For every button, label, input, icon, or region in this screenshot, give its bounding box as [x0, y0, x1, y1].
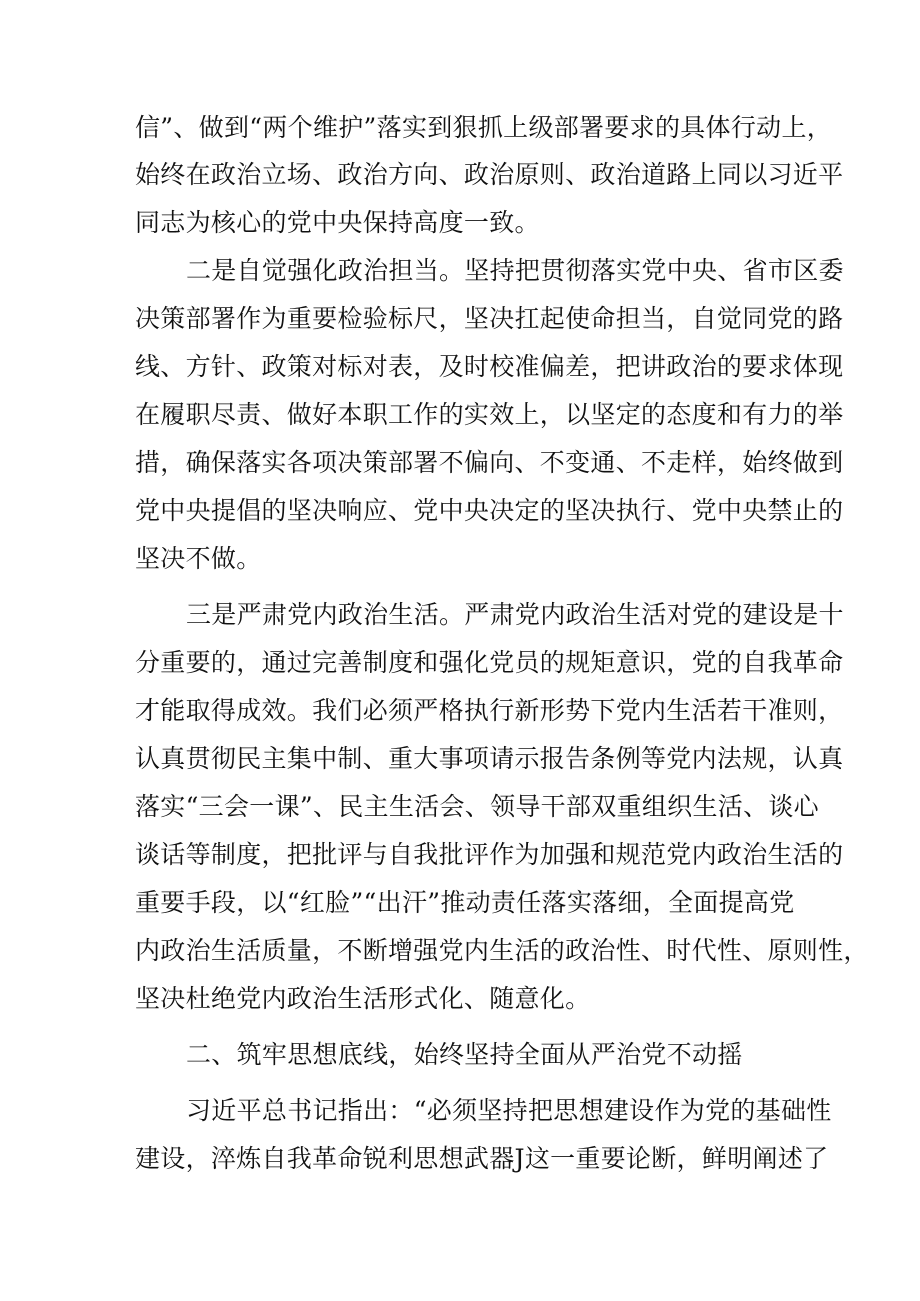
- paragraph-first-line: 三是严肃党内政治生活。严肃党内政治生活对党的建设是十: [186, 600, 844, 629]
- text-line: 决策部署作为重要检验标尺，坚决扛起使命担当，自觉同党的路: [135, 304, 844, 333]
- section-heading: 二、筑牢思想底线，始终坚持全面从严治党不动摇: [186, 1040, 743, 1069]
- text-line: 始终在政治立场、政治方向、政治原则、政治道路上同以习近平: [135, 160, 844, 189]
- text-line: 措，确保落实各项决策部署不偏向、不变通、不走样，始终做到: [135, 448, 844, 477]
- text-line: 内政治生活质量，不断增强党内生活的政治性、时代性、原则性，: [135, 936, 869, 965]
- text-line: 坚决不做。: [135, 544, 262, 573]
- paragraph-first-line: 二是自觉强化政治担当。坚持把贯彻落实党中央、省市区委: [186, 256, 844, 285]
- text-line: 线、方针、政策对标对表，及时校准偏差，把讲政治的要求体现: [135, 352, 844, 381]
- paragraph-first-line: 习近平总书记指出：“必须坚持把思想建设作为党的基础性: [186, 1096, 832, 1125]
- text-line: 坚决杜绝党内政治生活形式化、随意化。: [135, 984, 591, 1013]
- text-line: 重要手段，以“红脸”“出汗”推动责任落实落细，全面提高党: [135, 888, 795, 917]
- text-line: 才能取得成效。我们必须严格执行新形势下党内生活若干准则，: [135, 696, 844, 725]
- text-line: 落实“三会一课”、民主生活会、领导干部双重组织生活、谈心: [135, 792, 819, 821]
- text-line: 党中央提倡的坚决响应、党中央决定的坚决执行、党中央禁止的: [135, 496, 844, 525]
- text-line: 认真贯彻民主集中制、重大事项请示报告条例等党内法规，认真: [135, 744, 844, 773]
- text-line: 谈话等制度，把批评与自我批评作为加强和规范党内政治生活的: [135, 840, 844, 869]
- text-line: 同志为核心的党中央保持高度一致。: [135, 208, 540, 237]
- text-line: 在履职尽责、做好本职工作的实效上，以坚定的态度和有力的举: [135, 400, 844, 429]
- text-line: 信”、做到“两个维护”落实到狠抓上级部署要求的具体行动上，: [135, 113, 833, 142]
- text-line: 建设，淬炼自我革命锐利思想武器J这一重要论断，鲜明阐述了: [135, 1144, 829, 1173]
- text-line: 分重要的，通过完善制度和强化党员的规矩意识，党的自我革命: [135, 648, 844, 677]
